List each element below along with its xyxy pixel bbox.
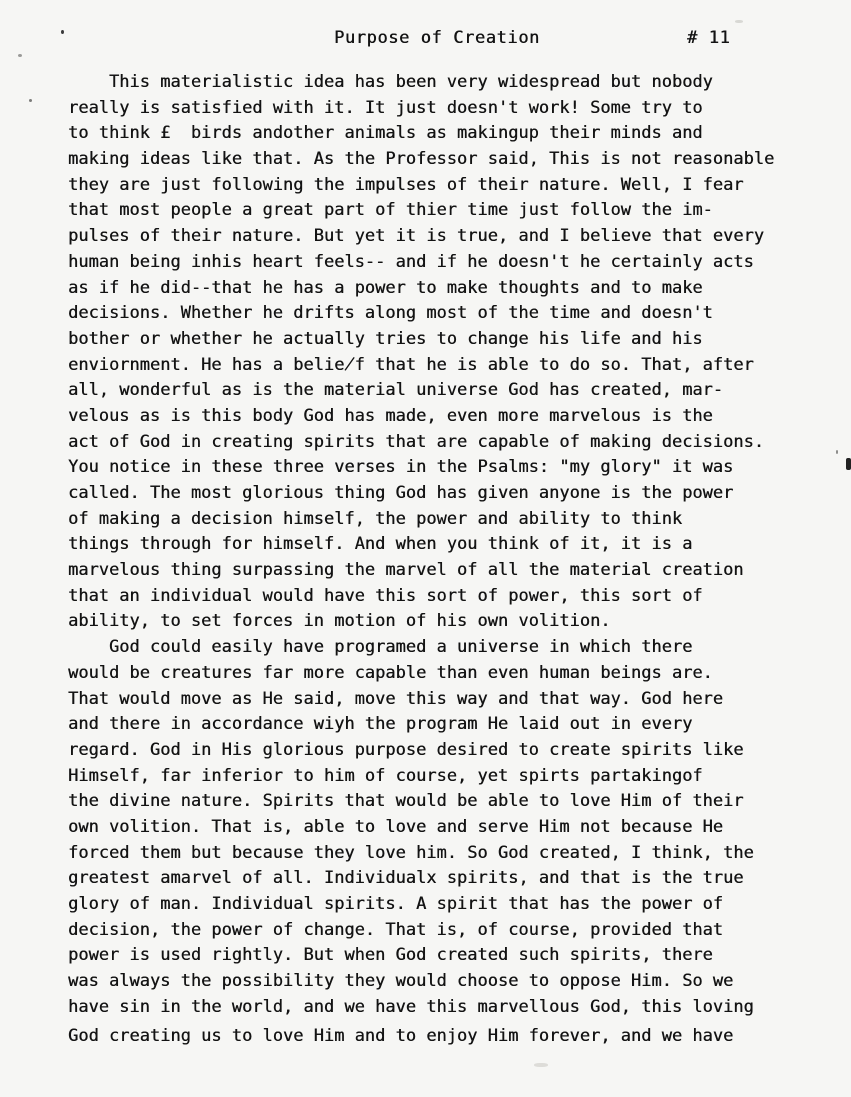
text-line: and there in accordance wiyh the program He laid out in every bbox=[68, 714, 693, 735]
text-line: making ideas like that. As the Professor said, This is not reasonable bbox=[68, 149, 775, 170]
text-line: This materialistic idea has been very widespread but nobody bbox=[68, 72, 713, 92]
paper-smudge bbox=[735, 20, 743, 23]
text-line: enviornment. He has a belie̸f that he is able to do so. That, after bbox=[68, 354, 754, 375]
text-line: ability, to set forces in motion of his own volition. bbox=[68, 611, 611, 632]
text-line: regard. God in His glorious purpose desired to create spirits like bbox=[68, 739, 744, 760]
text-line: to think £ birds andother animals as makingup their minds and bbox=[68, 123, 703, 144]
text-line: the divine nature. Spirits that would be able to love Him of their bbox=[68, 791, 744, 812]
paper-speck bbox=[836, 450, 838, 454]
text-line: That would move as He said, move this way and that way. God here bbox=[68, 688, 724, 709]
text-line: all, wonderful as is the material universe God has created, mar- bbox=[68, 380, 724, 401]
text-line: You notice in these three verses in the Psalms: "my glory" it was bbox=[68, 457, 734, 478]
text-line: was always the possibility they would choose to oppose Him. So we bbox=[68, 971, 734, 992]
text-line: of making a decision himself, the power and ability to think bbox=[68, 508, 683, 529]
paper-speck bbox=[29, 99, 32, 102]
text-line: decisions. Whether he drifts along most of the time and doesn't bbox=[68, 303, 713, 324]
text-line: pulses of their nature. But yet it is true, and I believe that every bbox=[68, 226, 764, 247]
text-line: glory of man. Individual spirits. A spirit that has the power of bbox=[68, 894, 724, 914]
page-header bbox=[0, 28, 851, 54]
text-line: human being inhis heart feels-- and if he doesn't he certainly acts bbox=[68, 251, 754, 272]
text-line: velous as is this body God has made, even more marvelous is the bbox=[68, 405, 713, 426]
text-line: decision, the power of change. That is, of course, provided that bbox=[68, 919, 724, 940]
text-line: that an individual would have this sort of power, this sort of bbox=[68, 585, 703, 606]
typewritten-text-body bbox=[68, 70, 828, 1050]
text-line: greatest amarvel of all. Individualx spirits, and that is the true bbox=[68, 868, 744, 889]
paper-speck bbox=[846, 458, 851, 470]
text-line: bother or whether he actually tries to change his life and his bbox=[68, 328, 703, 349]
paper-smudge bbox=[534, 1063, 548, 1067]
text-line: God could easily have programed a universe in which there bbox=[68, 637, 693, 658]
text-line: God creating us to love Him and to enjoy Him forever, and we have bbox=[68, 1026, 734, 1047]
text-line: forced them but because they love him. So God created, I think, the bbox=[68, 842, 754, 863]
paper-speck bbox=[61, 30, 64, 34]
text-line: own volition. That is, able to love and serve Him not because He bbox=[68, 816, 724, 837]
text-line: called. The most glorious thing God has given anyone is the power bbox=[68, 483, 734, 503]
text-line: marvelous thing surpassing the marvel of all the material creation bbox=[68, 560, 744, 581]
text-line: that most people a great part of thier time just follow the im- bbox=[68, 200, 713, 221]
text-line: Himself, far inferior to him of course, yet spirts partakingof bbox=[68, 765, 703, 786]
text-line: have sin in the world, and we have this marvellous God, this loving bbox=[68, 996, 754, 1017]
text-line: as if he did--that he has a power to make thoughts and to make bbox=[68, 277, 703, 298]
page-number: # 11 bbox=[687, 28, 731, 48]
text-line: power is used rightly. But when God created such spirits, there bbox=[68, 945, 713, 966]
text-line: would be creatures far more capable than even human beings are. bbox=[68, 662, 713, 683]
page-title: Purpose of Creation bbox=[334, 28, 540, 48]
text-line: things through for himself. And when you think of it, it is a bbox=[68, 534, 693, 555]
text-line: act of God in creating spirits that are capable of making decisions. bbox=[68, 431, 764, 452]
paper-speck bbox=[18, 54, 22, 57]
text-line: really is satisfied with it. It just doesn't work! Some try to bbox=[68, 97, 703, 118]
text-line: they are just following the impulses of their nature. Well, I fear bbox=[68, 174, 744, 195]
